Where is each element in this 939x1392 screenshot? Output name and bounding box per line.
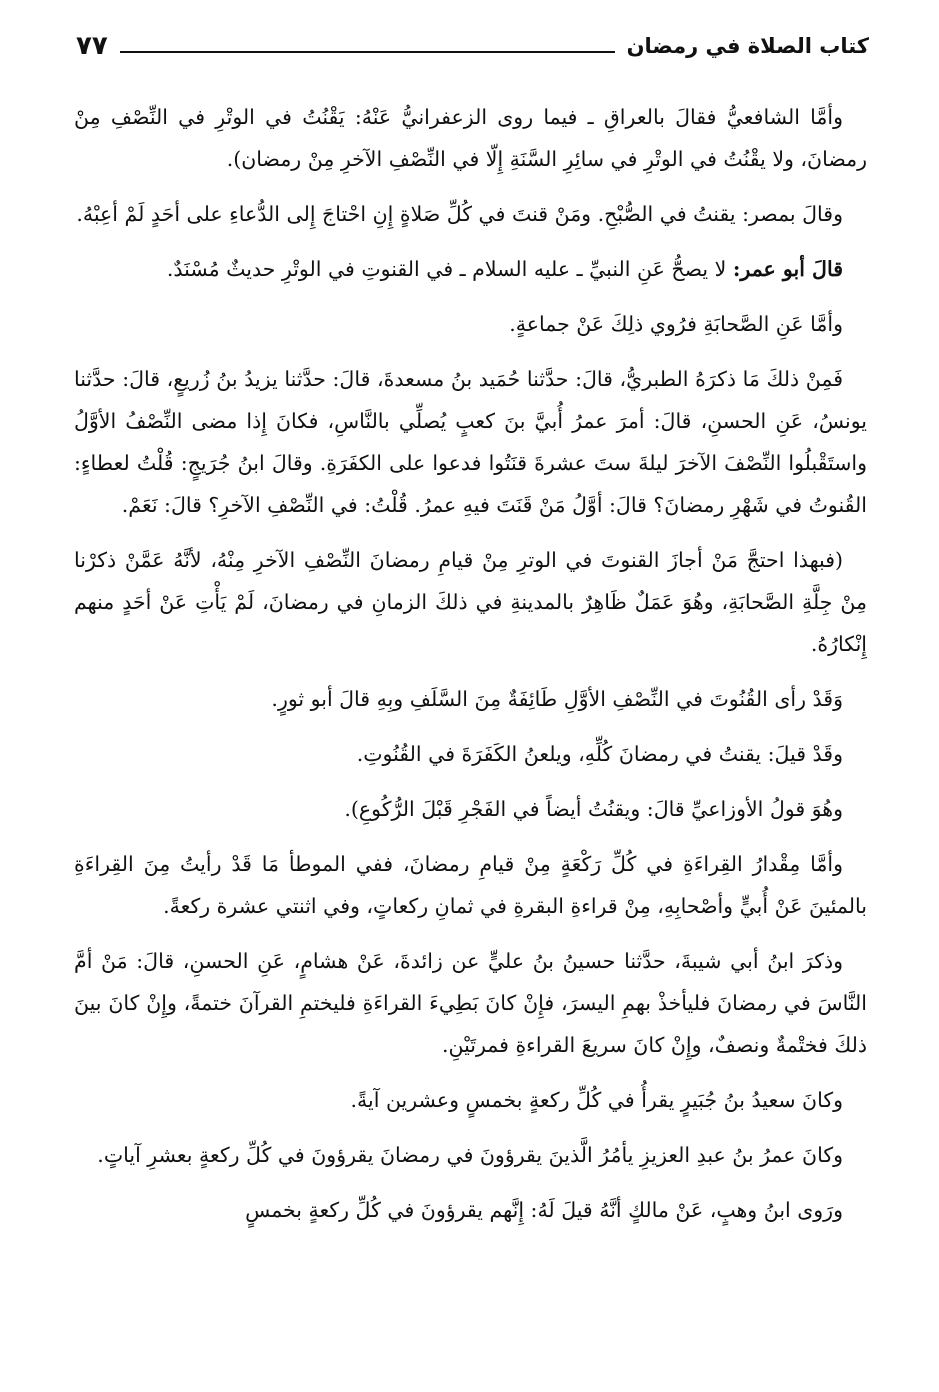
paragraph bbox=[74, 788, 867, 830]
paragraph bbox=[74, 96, 867, 180]
paragraph bbox=[74, 1079, 867, 1121]
paragraph-text: فَمِنْ ذلكَ مَا ذكرَهُ الطبريُّ، قالَ: حدَّثنا حُمَيد بنُ مسعدةَ، قالَ: حدَّثنا يزيدُ بنُ زُريعٍ، قالَ: حدَّثنا يونسُ، عَنِ الحسنِ، قالَ: أمرَ عمرُ أُبيَّ بنَ كعبٍ يُصلِّي بالنَّاسِ، فكانَ إِذا مضى النِّصْفُ الأوَّلُ واستَقْبلُوا النِّصْفَ الآخرَ ليلةَ ستَ عشرةَ قنَتُوا فدعوا على الكفَرَةِ. وقالَ ابنُ جُرَيجٍ: قُلْتُ لعطاءٍ: القُنوتُ في شَهْرِ رمضانَ؟ قالَ: أوَّلُ مَنْ قَنَتَ فيهِ عمرُ. قُلْتُ: في النِّصْفِ الآخرِ؟ قالَ: نَعَمْ. bbox=[74, 367, 867, 517]
paragraph bbox=[74, 539, 867, 665]
page-body bbox=[74, 96, 867, 1244]
paragraph-text: وأمَّا مِقْدارُ القِراءَةِ في كُلِّ رَكْعَةٍ مِنْ قيامِ رمضانَ، ففي الموطأ مَا قَدْ رأيتُ مِنَ القِراءَةِ بالمئينَ عَنْ أُبيٍّ وأصْحابِهِ، مِنْ قراءةِ البقرةِ في ثمانِ ركعاتٍ، وفي اثنتي عشرة ركعةً. bbox=[74, 852, 867, 918]
paragraph bbox=[74, 843, 867, 927]
header-rule bbox=[120, 51, 615, 53]
paragraph-text: وَقَدْ رأى القُنُوتَ في النِّصْفِ الأوَّلِ طَائِفَةٌ مِنَ السَّلَفِ وبِهِ قالَ أبو ثورٍ. bbox=[271, 687, 843, 711]
paragraph bbox=[74, 733, 867, 775]
paragraph-text: وهُوَ قولُ الأوزاعيِّ قالَ: ويقنُتُ أيضاً في الفَجْرِ قَبْلَ الرُّكُوعِ). bbox=[344, 797, 843, 821]
paragraph bbox=[74, 678, 867, 720]
paragraph-text: وكانَ سعيدُ بنُ جُبَيرٍ يقرأُ في كُلِّ ركعةٍ بخمسٍ وعشرين آيةً. bbox=[350, 1088, 843, 1112]
page-number: ٧٧ bbox=[76, 31, 108, 61]
running-title: كتاب الصلاة في رمضان bbox=[626, 34, 869, 58]
paragraph-text: (فبهذا احتجَّ مَنْ أجازَ القنوتَ في الوترِ مِنْ قيامِ رمضانَ النِّصْفِ الآخرِ مِنْهُ، لأنَّهُ عَمَّنْ ذكرْنا مِنْ جِلَّةِ الصَّحابَةِ، وهُوَ عَمَلٌ ظَاهِرٌ بالمدينةِ في ذلكَ الزمانِ في رمضانَ، لَمْ يَأْتِ عَنْ أحَدٍ منهم إِنْكارُهُ. bbox=[74, 548, 867, 656]
paragraph-lead: قالَ أبو عمر: bbox=[732, 257, 843, 281]
paragraph bbox=[74, 193, 867, 235]
paragraph-text: ورَوى ابنُ وهبٍ، عَنْ مالكٍ أنَّهُ قيلَ لَهُ: إِنَّهم يقرؤونَ في كُلِّ ركعةٍ بخمسٍ bbox=[245, 1198, 843, 1222]
paragraph bbox=[74, 248, 867, 290]
paragraph bbox=[74, 1134, 867, 1176]
paragraph-text: وقَدْ قيلَ: يقنتُ في رمضانَ كُلِّهِ، ويلعنُ الكَفَرَةَ في القُنُوتِ. bbox=[356, 742, 843, 766]
paragraph bbox=[74, 303, 867, 345]
paragraph bbox=[74, 358, 867, 526]
paragraph-text: وذكرَ ابنُ أبي شيبةَ، حدَّثنا حسينُ بنُ عليٍّ عن زائدةَ، عَنْ هشامٍ، عَنِ الحسنِ، قالَ: مَنْ أمَّ النَّاسَ في رمضانَ فليأخذْ بهمِ اليسرَ، فإِنْ كانَ بَطِيءَ القراءَةِ فليختمِ القرآنَ ختمةً، وإِنْ كانَ بينَ ذلكَ فختْمةٌ ونصفٌ، وإِنْ كانَ سريعَ القراءةِ فمرتَيْنِ. bbox=[74, 949, 867, 1057]
page-header bbox=[76, 28, 869, 64]
paragraph-text: وأمَّا عَنِ الصَّحابَةِ فرُوي ذلِكَ عَنْ جماعةٍ. bbox=[509, 312, 843, 336]
paragraph-text: وكانَ عمرُ بنُ عبدِ العزيزِ يأمُرُ الَّذينَ يقرؤونَ في رمضانَ يقرؤونَ في كُلِّ ركعةٍ بعشرِ آياتٍ. bbox=[97, 1143, 843, 1167]
paragraph bbox=[74, 1189, 867, 1231]
paragraph bbox=[74, 940, 867, 1066]
paragraph-text: وأمَّا الشافعيُّ فقالَ بالعراقِ ـ فيما روى الزعفرانيُّ عَنْهُ: يَقْنُتُ في الوتْرِ في النِّصْفِ مِنْ رمضانَ، ولا يقْنُتُ في الوتْرِ في سائِرِ السَّنَةِ إِلّا في النِّصْفِ الآخرِ مِنْ رمضان). bbox=[74, 105, 867, 171]
paragraph-text: لا يصحُّ عَنِ النبيِّ ـ عليه السلام ـ في القنوتِ في الوتْرِ حديثٌ مُسْنَدٌ. bbox=[166, 257, 727, 281]
paragraph-text: وقالَ بمصر: يقنتُ في الصُّبْحِ. ومَنْ قنتَ في كُلِّ صَلاةٍ إِنِ احْتاجَ إِلى الدُّعاءِ على أحَدٍ لَمْ أعِبْهُ. bbox=[76, 202, 843, 226]
